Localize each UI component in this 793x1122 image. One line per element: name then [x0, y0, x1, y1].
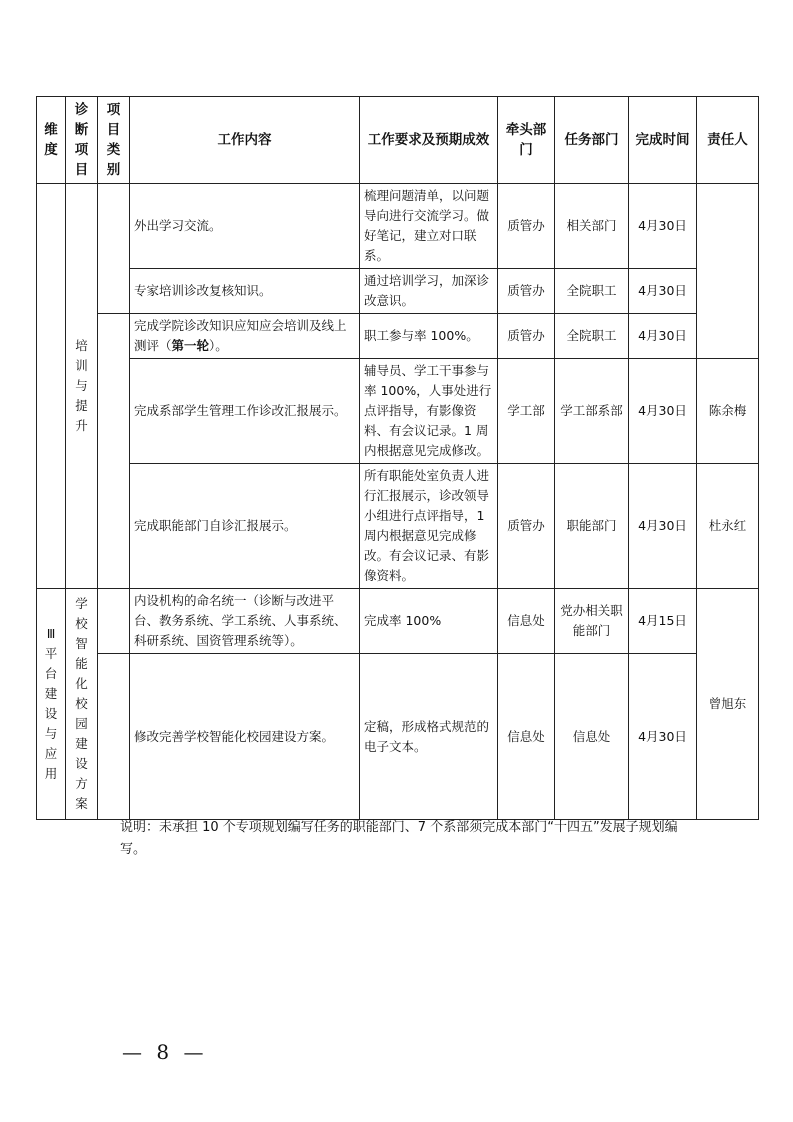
- lead-dept: 质管办: [498, 314, 555, 359]
- work-content: 外出学习交流。: [130, 184, 360, 269]
- table-row: [37, 184, 759, 269]
- work-plan-table: [36, 96, 759, 820]
- requirements: 辅导员、学工干事参与率 100%，人事处进行点评指导，有影像资料、有会议记录。1 周内根据意见完成修改。: [360, 359, 498, 464]
- work-content: 专家培训诊改复核知识。: [130, 269, 360, 314]
- header-responsible-person: 责任人: [697, 97, 759, 184]
- category-cell: [98, 184, 130, 314]
- task-dept: 职能部门: [555, 464, 629, 589]
- header-requirements: 工作要求及预期成效: [360, 97, 498, 184]
- lead-dept: 质管办: [498, 184, 555, 269]
- task-dept: 全院职工: [555, 269, 629, 314]
- header-lead-dept: 牵头部门: [498, 97, 555, 184]
- completion-time: 4月30日: [629, 654, 697, 820]
- responsible-person: 杜永红: [697, 464, 759, 589]
- completion-time: 4月30日: [629, 184, 697, 269]
- completion-time: 4月15日: [629, 589, 697, 654]
- requirements: 通过培训学习，加深诊改意识。: [360, 269, 498, 314]
- lead-dept: 质管办: [498, 464, 555, 589]
- work-content: 完成系部学生管理工作诊改汇报展示。: [130, 359, 360, 464]
- completion-time: 4月30日: [629, 464, 697, 589]
- category-cell: [98, 589, 130, 654]
- header-diagnosis-item: 诊 断 项 目: [66, 97, 98, 184]
- task-dept: 党办相关职能部门: [555, 589, 629, 654]
- header-dimension: 维 度: [37, 97, 66, 184]
- completion-time: 4月30日: [629, 359, 697, 464]
- lead-dept: 信息处: [498, 654, 555, 820]
- completion-time: 4月30日: [629, 314, 697, 359]
- diagnosis-item-smart-campus: 学 校 智 能 化 校 园 建 设 方 案: [66, 589, 98, 820]
- table-row: [37, 654, 759, 820]
- responsible-person: 曾旭东: [697, 589, 759, 820]
- dimension-cell-empty: [37, 184, 66, 589]
- header-task-dept: 任务部门: [555, 97, 629, 184]
- header-row: [37, 97, 759, 184]
- lead-dept: 学工部: [498, 359, 555, 464]
- category-cell: [98, 314, 130, 589]
- header-work-content: 工作内容: [130, 97, 360, 184]
- task-dept: 相关部门: [555, 184, 629, 269]
- requirements: 所有职能处室负责人进行汇报展示，诊改领导小组进行点评指导，1 周内根据意见完成修改。有会议记录、有影像资料。: [360, 464, 498, 589]
- responsible-person-empty: [697, 184, 759, 359]
- category-cell: [98, 654, 130, 820]
- dimension-platform: Ⅲ 平 台 建 设 与 应 用: [37, 589, 66, 820]
- completion-time: 4月30日: [629, 269, 697, 314]
- table-row: [37, 464, 759, 589]
- table-row: [37, 269, 759, 314]
- task-dept: 学工部系部: [555, 359, 629, 464]
- table-row: [37, 359, 759, 464]
- requirements: 职工参与率 100%。: [360, 314, 498, 359]
- responsible-person: 陈余梅: [697, 359, 759, 464]
- requirements: 梳理问题清单，以问题导向进行交流学习。做好笔记，建立对口联系。: [360, 184, 498, 269]
- header-item-category: 项 目 类 别: [98, 97, 130, 184]
- task-dept: 全院职工: [555, 314, 629, 359]
- work-content: 内设机构的命名统一（诊断与改进平台、教务系统、学工系统、人事系统、科研系统、国资管理系统等）。: [130, 589, 360, 654]
- task-dept: 信息处: [555, 654, 629, 820]
- page-number: — 8 —: [122, 1040, 208, 1064]
- lead-dept: 质管办: [498, 269, 555, 314]
- work-content: 修改完善学校智能化校园建设方案。: [130, 654, 360, 820]
- table-row: [37, 314, 759, 359]
- work-content: 完成职能部门自诊汇报展示。: [130, 464, 360, 589]
- requirements: 定稿，形成格式规范的电子文本。: [360, 654, 498, 820]
- work-content: 完成学院诊改知识应知应会培训及线上测评（第一轮）。: [130, 314, 360, 359]
- diagnosis-item-training: 培 训 与 提 升: [66, 184, 98, 589]
- requirements: 完成率 100%: [360, 589, 498, 654]
- header-completion-time: 完成时间: [629, 97, 697, 184]
- footnote: 说明：未承担 10 个专项规划编写任务的职能部门、7 个系部须完成本部门“十四五”发展子规划编写。: [120, 820, 678, 857]
- lead-dept: 信息处: [498, 589, 555, 654]
- table-row: [37, 589, 759, 654]
